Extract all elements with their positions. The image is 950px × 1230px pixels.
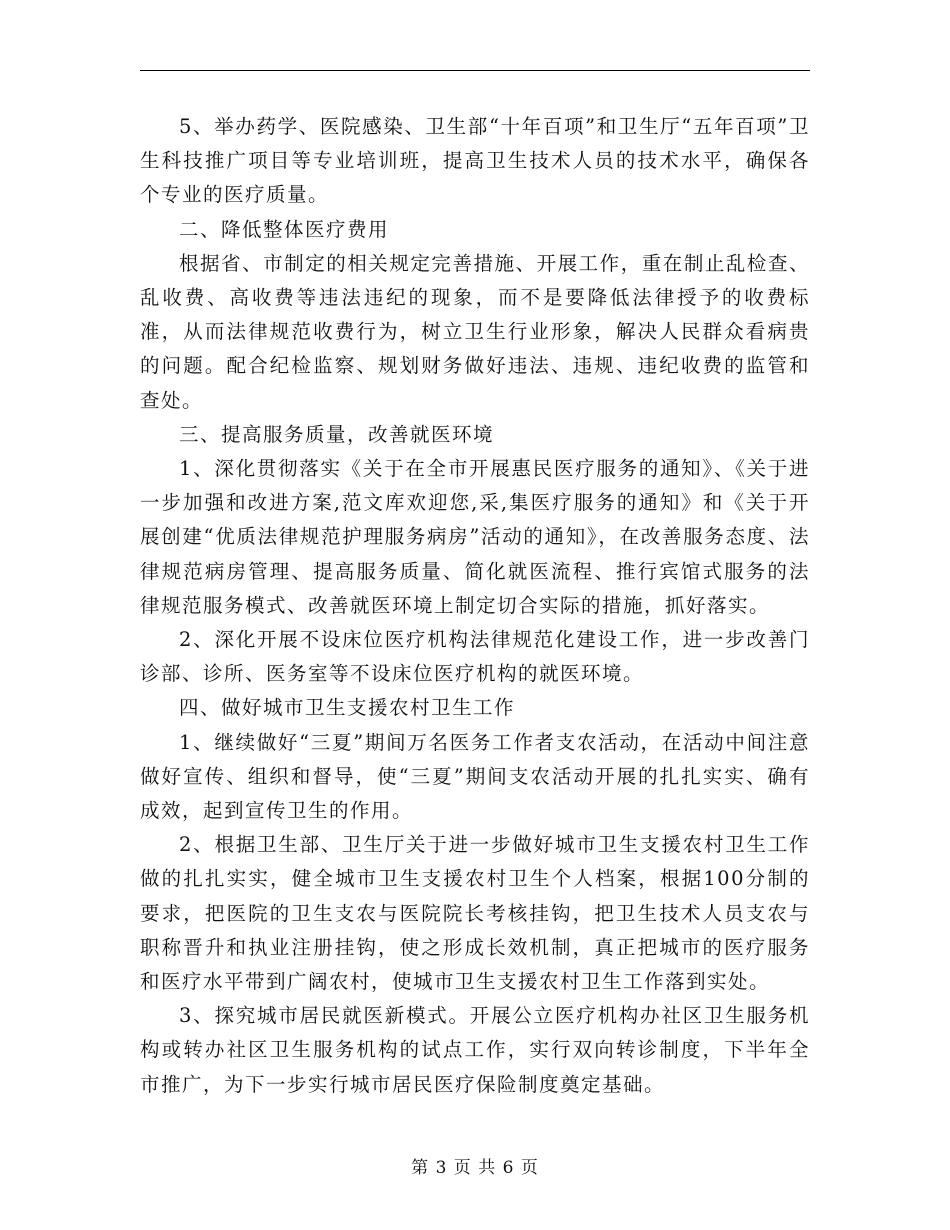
section-heading: 二、降低整体医疗费用: [179, 217, 390, 241]
paragraph: 5、举办药学、医院感染、卫生部“十年百项”和卫生厅“五年百项”卫生科技推广项目等专业培训班，提高卫生技术人员的技术水平，确保各个专业的医疗质量。: [140, 115, 810, 207]
paragraph: 2、根据卫生部、卫生厅关于进一步做好城市卫生支援农村卫生工作做的扎扎实实，健全城市卫生支援农村卫生个人档案，根据100分制的要求，把医院的卫生支农与医院院长考核挂钩，把卫生技术人员支农与职称晋升和执业注册挂钩，使之形成长效机制，真正把城市的医疗服务和医疗水平带到广阔农村，使城市卫生支援农村卫生工作落到实处。: [140, 833, 810, 994]
header-rule: [140, 70, 810, 71]
paragraph: 3、探究城市居民就医新模式。开展公立医疗机构办社区卫生服务机构或转办社区卫生服务机构的试点工作，实行双向转诊制度，下半年全市推广，为下一步实行城市居民医疗保险制度奠定基础。: [140, 1004, 810, 1096]
paragraph: 2、深化开展不设床位医疗机构法律规范化建设工作，进一步改善门诊部、诊所、医务室等不设床位医疗机构的就医环境。: [140, 628, 810, 686]
paragraph: 1、深化贯彻落实《关于在全市开展惠民医疗服务的通知》、《关于进一步加强和改进方案,范文库欢迎您,采,集医疗服务的通知》和《关于开展创建“优质法律规范护理服务病房”活动的通知》，在改善服务态度、法律规范病房管理、提高服务质量、简化就医流程、推行宾馆式服务的法律规范服务模式、改善就医环境上制定切合实际的措施，抓好落实。: [140, 457, 810, 617]
section-heading: 四、做好城市卫生支援农村卫生工作: [179, 696, 516, 720]
page-number-footer: 第 3 页 共 6 页: [411, 1158, 539, 1178]
section-heading: 三、提高服务质量，改善就医环境: [179, 422, 495, 446]
paragraph: 1、继续做好“三夏”期间万名医务工作者支农活动，在活动中间注意做好宣传、组织和督导，使“三夏”期间支农活动开展的扎扎实实、确有成效，起到宣传卫生的作用。: [140, 730, 810, 823]
document-body: [140, 110, 810, 1102]
paragraph: 根据省、市制定的相关规定完善措施、开展工作，重在制止乱检查、乱收费、高收费等违法违纪的现象，而不是要降低法律授予的收费标准，从而法律规范收费行为，树立卫生行业形象，解决人民群众看病贵的问题。配合纪检监察、规划财务做好违法、违规、违纪收费的监管和查处。: [140, 251, 810, 412]
